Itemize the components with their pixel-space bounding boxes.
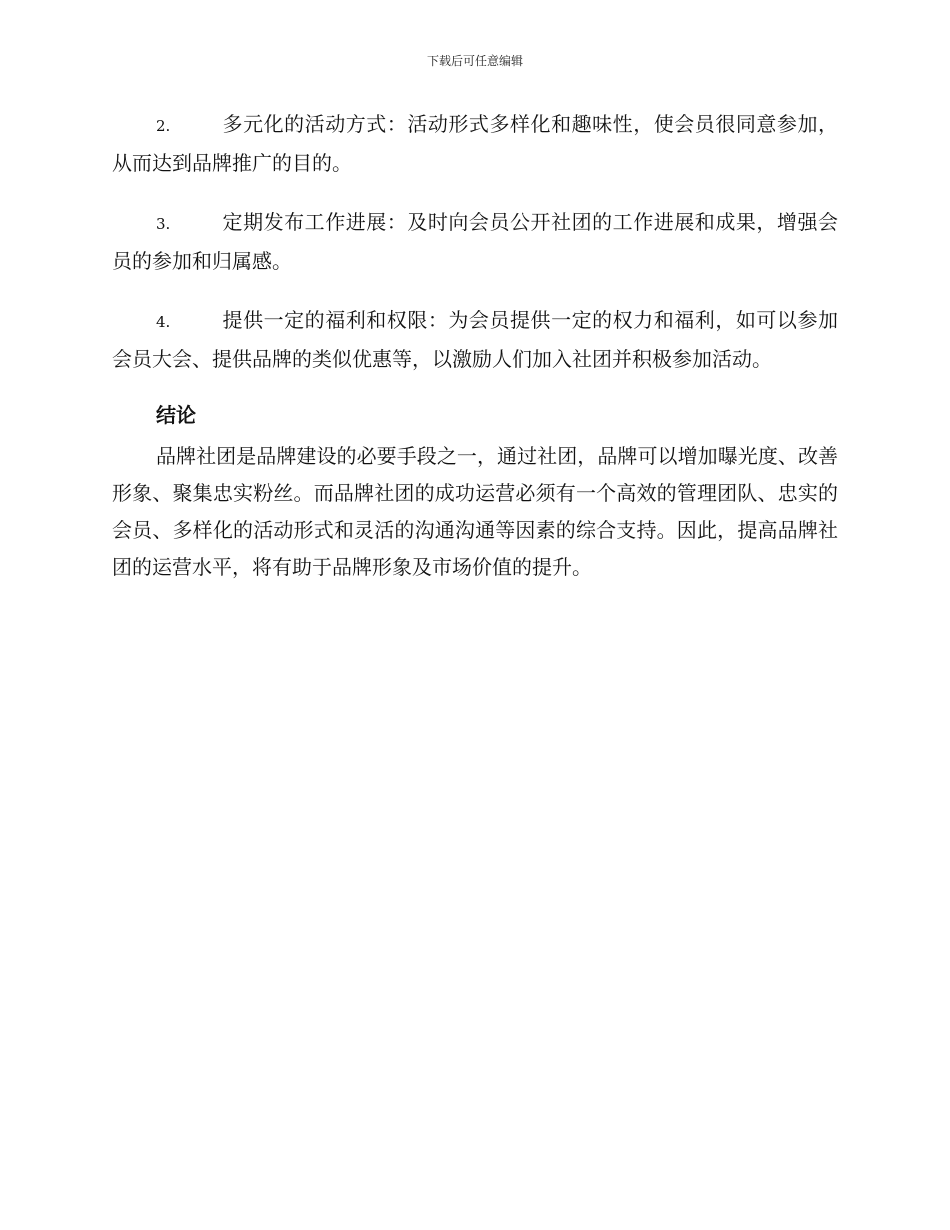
list-item <box>112 302 838 378</box>
list-item-text: 多元化的活动方式：活动形式多样化和趣味性，使会员很同意参加，从而达到品牌推广的目的。 <box>112 112 838 175</box>
conclusion-paragraph: 品牌社团是品牌建设的必要手段之一，通过社团，品牌可以增加曝光度、改善形象、聚集忠实粉丝。而品牌社团的成功运营必须有一个高效的管理团队、忠实的会员、多样化的活动形式和灵活的沟通沟通等因素的综合支持。因此，提高品牌社团的运营水平，将有助于品牌形象及市场价值的提升。 <box>112 444 838 579</box>
list-item-text: 提供一定的福利和权限：为会员提供一定的权力和福利，如可以参加会员大会、提供品牌的类似优惠等，以激励人们加入社团并积极参加活动。 <box>112 308 838 371</box>
conclusion-heading: 结论 <box>156 403 196 427</box>
list-item-number: 4. <box>156 313 171 331</box>
list-item <box>112 204 838 280</box>
document-body <box>112 106 838 586</box>
list-item-number: 2. <box>156 117 171 135</box>
list-item <box>112 106 838 182</box>
list-item-text: 定期发布工作进展：及时向会员公开社团的工作进展和成果，增强会员的参加和归属感。 <box>112 210 838 273</box>
list-item-number: 3. <box>156 215 171 233</box>
page-header: 下载后可任意编辑 <box>426 54 523 68</box>
